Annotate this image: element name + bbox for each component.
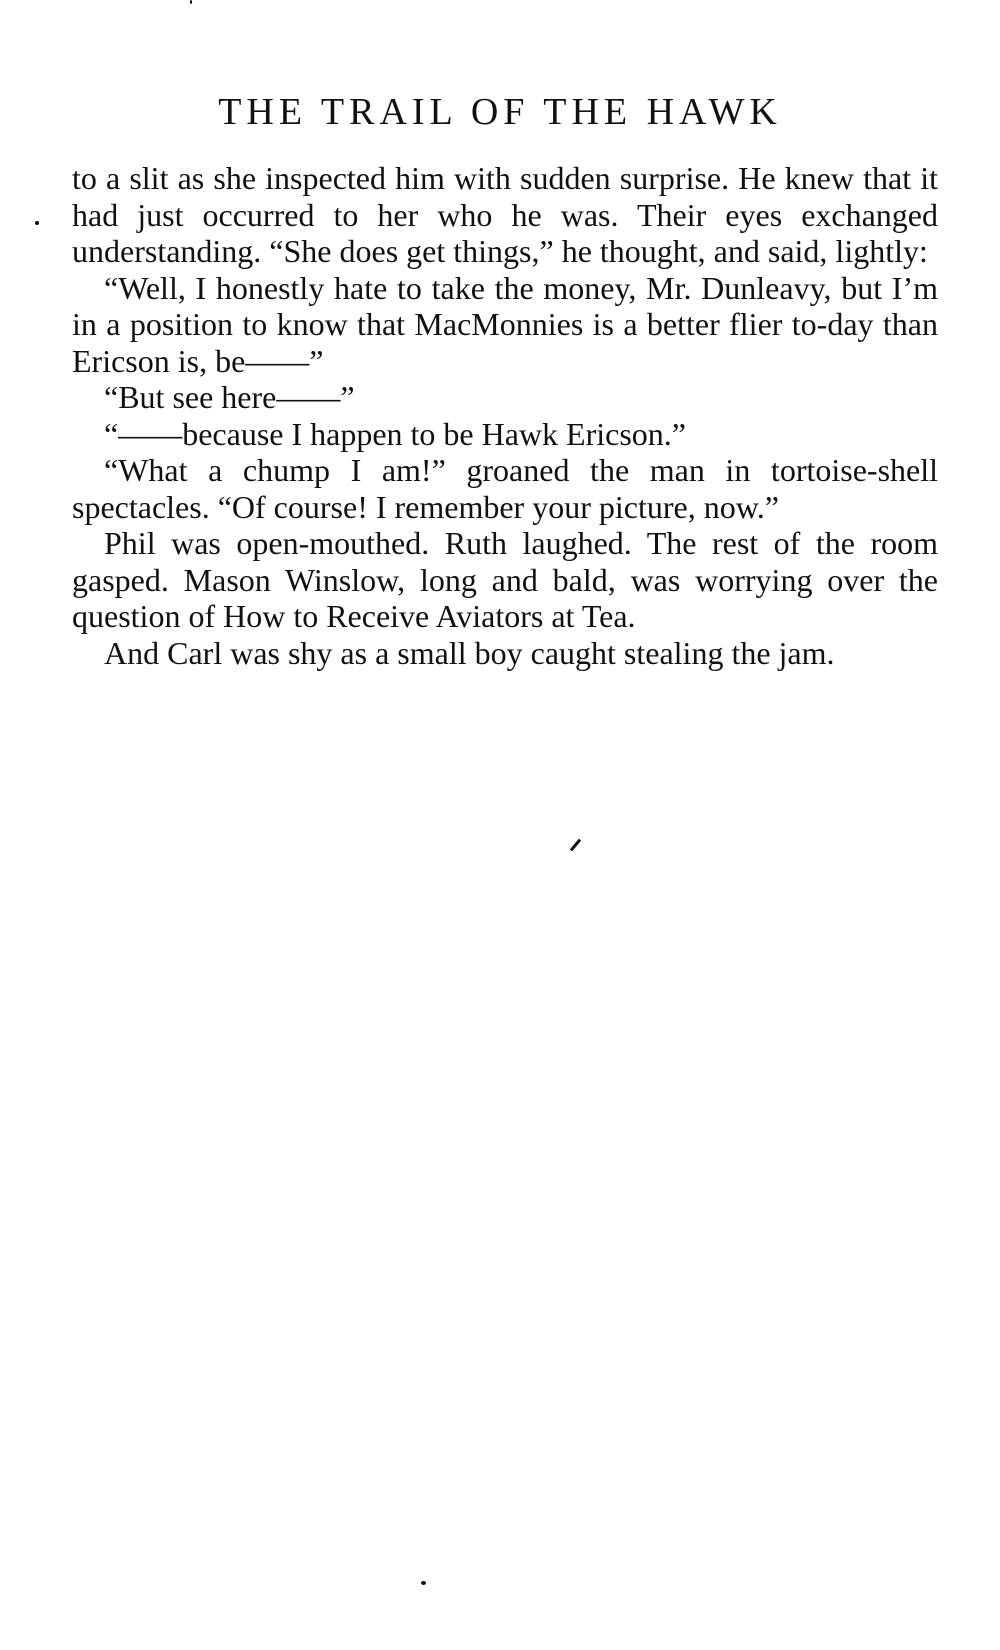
- body-text: [72, 160, 938, 671]
- paragraph: “Well, I honestly hate to take the money, Mr. Dunleavy, but I’m in a position to know that MacMonnies is a better flier to-day than Ericson is, be——”: [72, 269, 938, 379]
- print-speck: [421, 1581, 426, 1585]
- print-speck: [35, 221, 39, 225]
- print-speck: [190, 0, 192, 4]
- paragraph: And Carl was shy as a small boy caught stealing the jam.: [104, 634, 835, 671]
- print-mark: [570, 839, 581, 852]
- paragraph: to a slit as she inspected him with sudden surprise. He knew that it had just occurred to her who he was. Their eyes exchanged understanding. “She does get things,” he thought, and said, lightly:: [72, 160, 938, 269]
- running-title: THE TRAIL OF THE HAWK: [218, 91, 782, 133]
- paragraph: “What a chump I am!” groaned the man in tortoise-shell spectacles. “Of course! I remember your picture, now.”: [72, 452, 938, 525]
- paragraph: “——because I happen to be Hawk Ericson.”: [104, 415, 686, 452]
- paragraph: “But see here——”: [104, 379, 355, 415]
- paragraph: Phil was open-mouthed. Ruth laughed. The rest of the room gasped. Mason Winslow, long and bald, was worrying over the question of How to Receive Aviators at Tea.: [72, 525, 938, 634]
